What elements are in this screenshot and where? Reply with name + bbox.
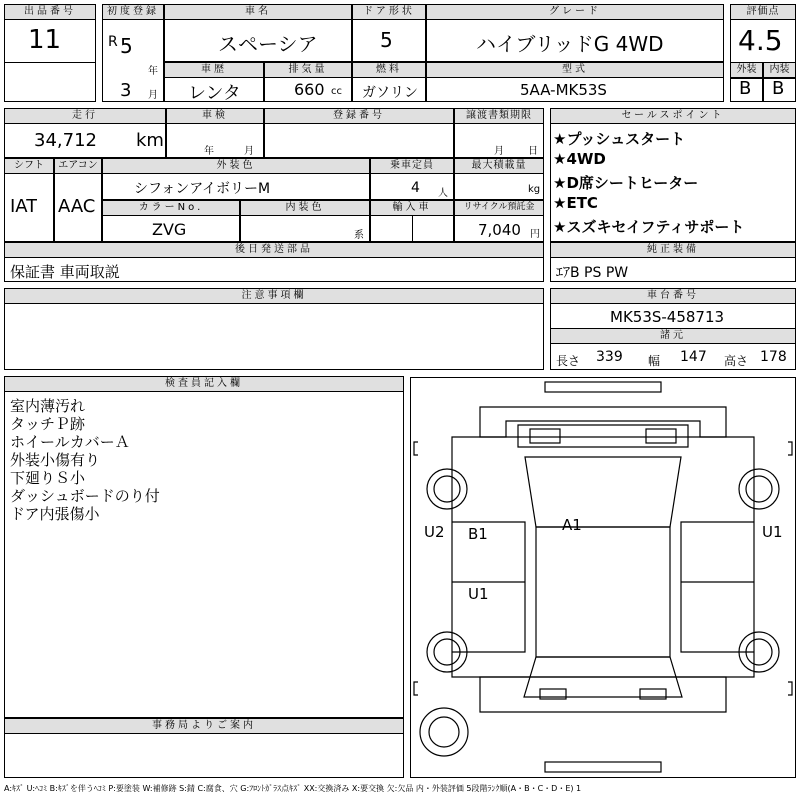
damage-mark: B1	[468, 525, 488, 543]
displacement-value: 660	[294, 80, 325, 99]
capacity-value: 4	[411, 180, 420, 196]
car-name: スペーシア	[218, 32, 318, 56]
sales-item: ★ETC	[553, 194, 598, 212]
wheel-front-right-hub	[746, 476, 772, 502]
mileage-unit: km	[136, 130, 164, 151]
height-value: 178	[760, 349, 787, 365]
inspector-header: 検査員記入欄	[4, 376, 404, 392]
inspector-line: ダッシュボードのり付	[10, 487, 160, 505]
interior-suffix: 系	[354, 230, 364, 241]
score-header: 評価点	[730, 4, 796, 20]
damage-mark: A1	[562, 516, 582, 534]
shift-value: IAT	[10, 196, 38, 217]
spare-wheel	[420, 708, 468, 756]
reg-year: 5	[120, 34, 133, 58]
recycle-header: リサイクル預託金	[454, 200, 544, 216]
headlight-left	[530, 429, 560, 443]
bracket-right-bottom	[788, 682, 792, 695]
wheel-front-left	[427, 469, 467, 509]
right-doors	[681, 522, 754, 652]
car-damage-diagram	[410, 377, 796, 779]
sales-item: ★D席シートヒーター	[553, 174, 699, 192]
headlight-right	[646, 429, 676, 443]
colorno-value: ZVG	[152, 220, 187, 239]
load-unit: kg	[528, 184, 541, 195]
later-header: 後日発送部品	[4, 242, 544, 258]
interior-header: 内装色	[240, 200, 370, 216]
damage-mark: U2	[424, 523, 445, 541]
import-header: 輸入車	[370, 200, 454, 216]
hood-outline	[518, 425, 688, 447]
office-header: 事務局よりご案内	[4, 718, 404, 734]
reg-year-unit: 年	[148, 66, 158, 77]
height-label: 高さ	[724, 354, 749, 368]
windshield	[525, 457, 681, 527]
ext-header: 外装	[730, 62, 763, 78]
capacity-header: 乗車定員	[370, 158, 454, 174]
inspector-line: ホイールカバーＡ	[10, 433, 130, 451]
doors-header: ドア形状	[352, 4, 426, 20]
displacement-unit: cc	[331, 86, 342, 97]
wheel-front-left-hub	[434, 476, 460, 502]
spare-wheel-hub	[429, 717, 459, 747]
exterior-header: 外装色	[102, 158, 370, 174]
lot-number: 11	[28, 25, 62, 55]
reg-month: 3	[120, 80, 132, 101]
model-header: 型式	[426, 62, 724, 78]
length-value: 339	[596, 349, 623, 365]
width-value: 147	[680, 349, 707, 365]
damage-mark: U1	[762, 523, 783, 541]
reg-era: R	[108, 34, 118, 50]
aircon-value: AAC	[58, 196, 96, 217]
equipment-value: ｴｱB PS PW	[556, 265, 629, 281]
grade-header: グレード	[426, 4, 724, 20]
history-value: レンタ	[188, 83, 241, 104]
inspector-line: 外装小傷有り	[10, 451, 101, 469]
legend-text: A:ｷｽﾞ U:ﾍｺﾐ B:ｷｽﾞを伴うﾍｺﾐ P:要塗装 W:補修跡 S:錆 C:腐食、穴 G:ﾌﾛﾝﾄｶﾞﾗｽ点ｷｽﾞ XX:交換済み X:要交換 欠:欠品 内・外装評価 5段階ﾗﾝｸ順(A・B・C・D・E) 1	[4, 784, 582, 793]
specs-header: 諸元	[550, 328, 796, 344]
sales-header: セールスポイント	[550, 108, 796, 124]
body-outline	[452, 437, 754, 677]
front-bumper-outline	[480, 407, 726, 437]
inspection-month-unit: 月	[244, 146, 254, 157]
doors-value: 5	[380, 28, 393, 52]
lot-divider	[4, 62, 96, 102]
exterior-value: シフォンアイボリーM	[134, 181, 271, 197]
inspector-line: 下廻りＳ小	[10, 469, 86, 487]
sales-item: ★スズキセイフティサポート	[553, 218, 745, 236]
sales-item: ★4WD	[553, 150, 606, 168]
transfer-month-unit: 月	[494, 146, 504, 157]
int-header: 内装	[763, 62, 796, 78]
fuel-value: ガソリン	[362, 85, 418, 101]
bracket-right-top	[788, 442, 792, 455]
displacement-header: 排気量	[264, 62, 352, 78]
equipment-header: 純正装備	[550, 242, 796, 258]
inspection-year-unit: 年	[204, 146, 214, 157]
name-header: 車名	[164, 4, 352, 20]
fuel-header: 燃料	[352, 62, 426, 78]
notes-header: 注意事項欄	[4, 288, 544, 304]
recycle-value: 7,040	[478, 221, 521, 239]
colorno-header: カラーNo.	[102, 200, 240, 216]
roof-panel	[536, 527, 670, 657]
regno-header: 登録番号	[264, 108, 454, 124]
inspection-header: 車検	[166, 108, 264, 124]
later-value: 保証書 車両取説	[10, 263, 120, 281]
inspector-line: ドア内張傷小	[10, 505, 100, 523]
lot-header: 出品番号	[4, 4, 96, 20]
wheel-front-right	[739, 469, 779, 509]
rear-bottom-bar	[545, 762, 661, 772]
mileage-header: 走行	[4, 108, 166, 124]
shift-header: シフト	[4, 158, 54, 174]
reg-month-unit: 月	[148, 90, 158, 101]
load-header: 最大積載量	[454, 158, 544, 174]
int-score: B	[772, 78, 785, 99]
chassis-header: 車台番号	[550, 288, 796, 304]
transfer-day-unit: 日	[528, 146, 538, 157]
damage-mark: U1	[468, 585, 489, 603]
transfer-header: 譲渡書類期限	[454, 108, 544, 124]
recycle-unit: 円	[530, 229, 540, 240]
bracket-left-top	[414, 442, 418, 455]
inspector-line: タッチＰ跡	[10, 415, 86, 433]
chassis-value: MK53S-458713	[610, 308, 725, 326]
capacity-unit: 人	[438, 188, 448, 199]
score-value: 4.5	[738, 24, 783, 57]
inspector-line: 室内薄汚れ	[10, 397, 86, 415]
grade-value: ハイブリッドG 4WD	[476, 32, 664, 56]
mileage-value: 34,712	[34, 130, 97, 151]
reg-header: 初度登録	[102, 4, 164, 20]
bracket-left-bottom	[414, 682, 418, 695]
ext-score: B	[739, 78, 752, 99]
model-value: 5AA-MK53S	[520, 81, 607, 99]
length-label: 長さ	[556, 354, 581, 368]
roof-top-bar	[545, 382, 661, 392]
aircon-header: エアコン	[54, 158, 102, 174]
import-divider	[412, 216, 413, 242]
history-header: 車歴	[164, 62, 264, 78]
sales-item: ★プッシュスタート	[553, 130, 686, 148]
rear-bumper-outline	[480, 677, 726, 712]
width-label: 幅	[648, 354, 661, 368]
